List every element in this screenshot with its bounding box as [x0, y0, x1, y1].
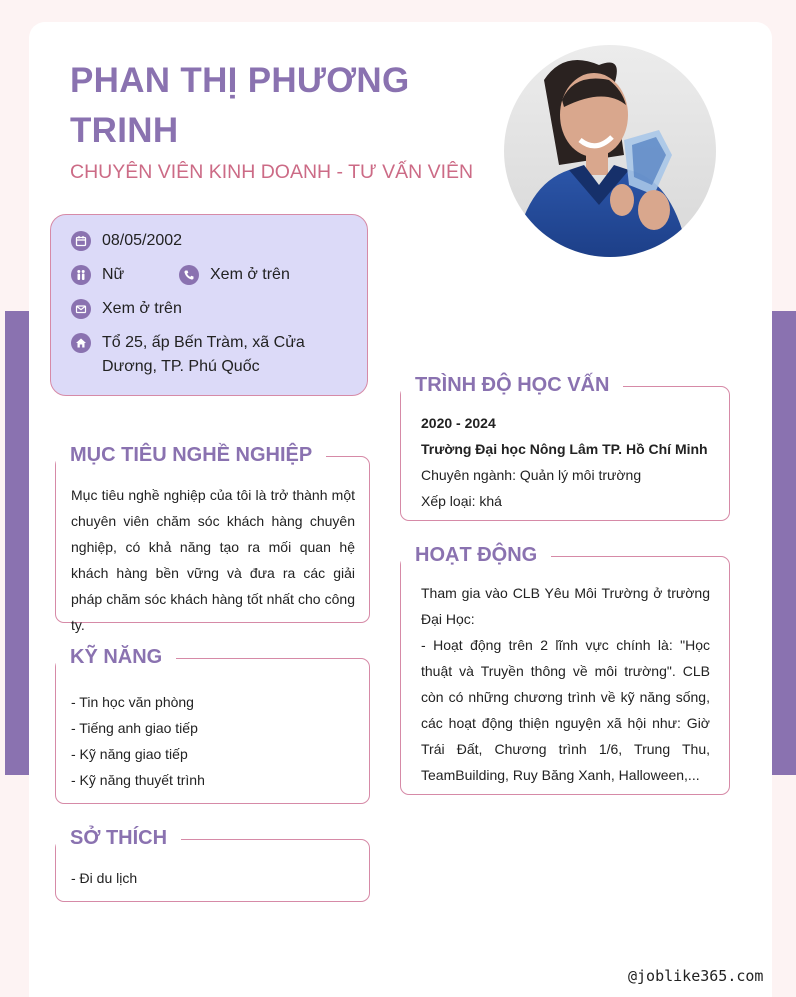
education-section — [400, 374, 730, 521]
phone-row — [179, 265, 290, 287]
list-item: - Tin học văn phòng — [71, 694, 194, 710]
education-period: 2020 - 2024 — [421, 415, 496, 431]
education-major: Chuyên ngành: Quản lý môi trường — [421, 467, 642, 483]
home-icon — [71, 333, 91, 353]
activities-intro: Tham gia vào CLB Yêu Môi Trường ở trường Đại Học: — [421, 585, 710, 627]
candidate-name: PHAN THỊ PHƯƠNG TRINH — [70, 61, 410, 150]
mail-icon — [71, 299, 91, 319]
objective-text: Mục tiêu nghề nghiệp của tôi là trở thành một chuyên viên chăm sóc khách hàng chuyên nghiệp, có khả năng tạo ra mối quan hệ khách hàng bền vững và đưa ra các giải pháp chăm sóc khách hàng tốt nhất cho công ty. — [71, 487, 355, 633]
skills-list — [71, 689, 355, 793]
email-row — [71, 299, 182, 321]
list-item: - Kỹ năng thuyết trình — [71, 772, 205, 788]
address-value: Tổ 25, ấp Bến Tràm, xã Cửa Dương, TP. Phú Quốc — [102, 334, 305, 375]
birthday-value: 08/05/2002 — [102, 232, 183, 249]
calendar-icon — [71, 231, 91, 251]
gender-value: Nữ — [102, 266, 125, 283]
list-item: - Đi du lịch — [71, 870, 138, 886]
objective-section — [55, 444, 370, 633]
education-details — [421, 410, 715, 514]
right-side-band — [772, 311, 796, 775]
education-school: Trường Đại học Nông Lâm TP. Hồ Chí Minh — [421, 441, 708, 457]
profile-photo — [504, 45, 716, 257]
left-side-band — [5, 311, 29, 775]
hobbies-section — [55, 827, 370, 902]
email-value: Xem ở trên — [102, 300, 182, 317]
activities-text — [421, 580, 710, 788]
skills-section — [55, 646, 370, 804]
phone-icon — [179, 265, 199, 285]
hobbies-list — [71, 865, 355, 891]
hobbies-title: SỞ THÍCH — [56, 826, 181, 850]
skills-title: KỸ NĂNG — [56, 645, 176, 669]
activities-section — [400, 544, 730, 795]
gender-icon — [71, 265, 91, 285]
birthday-row — [71, 231, 182, 253]
list-item: - Kỹ năng giao tiếp — [71, 746, 188, 762]
phone-value: Xem ở trên — [210, 266, 290, 283]
activities-detail: - Hoạt động trên 2 lĩnh vực chính là: "Học thuật và Truyền thông về môi trường". CLB còn có những chương trình về kỹ năng sống, các hoạt động thiện nguyện xã hội như: Giờ Trái Đất, Chương trình 1/6, Trung Thu, TeamBuilding, Ruy Băng Xanh, Halloween,... — [421, 637, 710, 783]
education-title: TRÌNH ĐỘ HỌC VẤN — [401, 373, 623, 397]
gender-row — [71, 265, 124, 287]
education-grade: Xếp loại: khá — [421, 493, 502, 509]
address-row — [71, 333, 311, 379]
watermark: @joblike365.com — [628, 967, 764, 985]
activities-title: HOẠT ĐỘNG — [401, 543, 551, 567]
list-item: - Tiếng anh giao tiếp — [71, 720, 198, 736]
objective-title: MỤC TIÊU NGHỀ NGHIỆP — [56, 443, 326, 467]
job-title: CHUYÊN VIÊN KINH DOANH - TƯ VẤN VIÊN — [70, 161, 474, 183]
